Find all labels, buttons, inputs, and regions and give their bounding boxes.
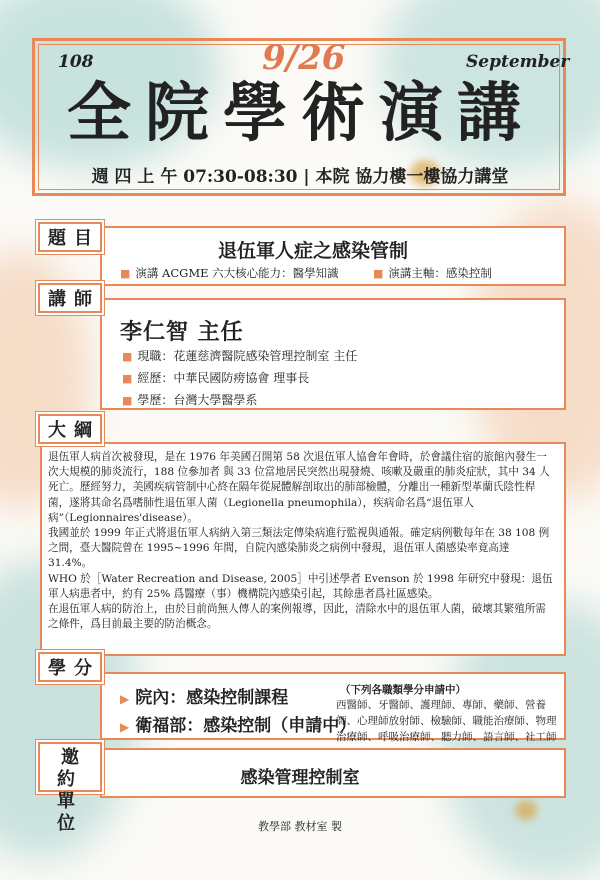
footer-credit: 教學部 教材室 製	[258, 820, 342, 833]
credit-note: （下列各職類學分申請中）	[340, 684, 466, 696]
speaker-education: ■ 學歷：台灣大學醫學系	[122, 391, 257, 408]
time-location: 週 四 上 午 07:30-08:30 | 本院 協力樓一樓協力講堂	[91, 167, 509, 187]
year: 108	[58, 52, 94, 72]
outline-label: 大綱	[38, 414, 102, 444]
outline-paragraph: 退伍軍人病首次被發現，是在 1976 年美國召開第 58 次退伍軍人協會年會時，於會議住宿的旅館內發生一次大規模的肺炎流行，188 位參加者 與 33 位當地居民突然出現發燒、咳嗽及嚴重的肺炎症狀，其中 34 人死亡。歷經努力，美國疾病管制中心終在隔年從屍體解剖取出的肺部檢體，分離出一種新型革蘭氏陰性桿菌，遂將其命名爲嗜肺性退伍軍人菌（Legionella pneumophila），疾病命名爲“退伍軍人病”（Legionnaires'disease）。	[48, 451, 550, 524]
topic-label: 題目	[38, 222, 102, 252]
month: September	[466, 52, 570, 72]
speaker-experience: ■ 經歷：中華民國防痨協會 理事長	[122, 369, 309, 386]
speaker-position: ■ 現職：花蓮慈濟醫院感染管理控制室 主任	[122, 347, 357, 364]
credit-internal: ▶ 院內：感染控制課程	[120, 683, 288, 708]
outline-paragraph: 在退伍軍人病的防治上，由於目前尚無人傳人的案例報導，因此，清除水中的退伍軍人菌，破壞其繁殖所需之條件，爲目前最主要的防治概念。	[48, 603, 546, 631]
page-title: 全院學術演講	[67, 76, 535, 151]
lecture-title: 退伍軍人症之感染管制	[218, 240, 409, 262]
gold-fleck	[515, 800, 537, 820]
event-date: 9/26	[262, 38, 346, 78]
outline-paragraph: 我國並於 1999 年正式將退伍軍人病納入第三類法定傳染病進行監視與通報。確定病例數每年在 38 108 例之間，臺大醫院曾在 1995~1996 年間，自院內感染肺炎之病例中發現，退伍軍人菌感染率竟高達 31.4%。	[48, 527, 550, 570]
credit-professions: 西醫師、牙醫師、護理師、專師、藥師、營養師、心理師放射師、檢驗師、職能治療師、物理治療師、呼吸治療師、聽力師、語言師、社工師	[336, 699, 557, 743]
outline-text	[48, 450, 554, 632]
unit-label-text: 邀約單位	[57, 747, 87, 834]
axis-text: ■ 演講主軸：感染控制	[373, 265, 492, 281]
credit-label: 學分	[38, 652, 102, 682]
competency-text: ■ 演講 ACGME 六大核心能力：醫學知識	[120, 265, 339, 281]
credit-health-ministry: ▶ 衛福部：感染控制（申請中）	[120, 711, 356, 736]
outline-paragraph: WHO 於［Water Recreation and Disease, 2005］中引述學者 Evenson 於 1998 年研究中發現：退伍軍人病患者中，約有 25% 爲醫療（事）機構院內感染引起，其餘患者爲社區感染。	[48, 572, 553, 600]
speaker-name: 李仁智 主任	[120, 319, 244, 345]
speaker-label: 講師	[38, 283, 102, 313]
unit-name: 感染管理控制室	[240, 768, 360, 788]
